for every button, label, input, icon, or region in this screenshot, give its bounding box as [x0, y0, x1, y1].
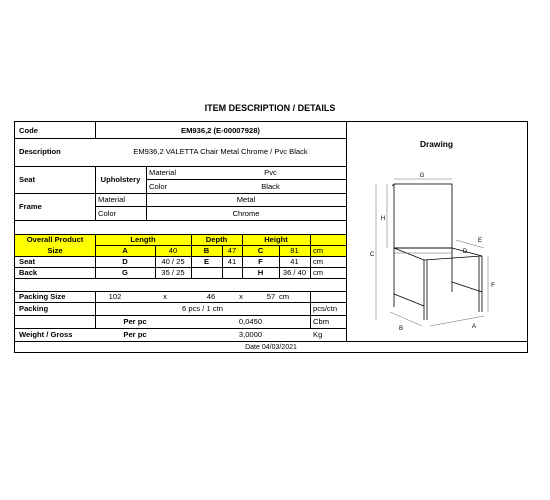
seat-material-label: Material — [149, 168, 177, 177]
drawing-label: Drawing — [419, 139, 454, 149]
depth-header: Depth — [205, 235, 228, 244]
drawing-letter-e: E — [477, 238, 483, 244]
dim-a-label: A — [122, 246, 128, 255]
seat-color-label: Color — [149, 182, 168, 191]
code-label: Code — [19, 126, 38, 135]
dim-g-value: 35 / 25 — [161, 268, 185, 277]
code-value: EM936,2 (E-00007928) — [181, 126, 260, 135]
seat-dims-unit: cm — [313, 257, 324, 266]
packing-label: Packing — [19, 304, 49, 313]
cbm-per-pc-label: Per pc — [123, 317, 147, 326]
dim-c-value: 81 — [290, 246, 299, 255]
item-details-sheet — [14, 121, 528, 353]
dim-b-value: 47 — [227, 246, 237, 255]
description-label: Description — [19, 147, 61, 156]
upholstery-label: Upholstery — [100, 175, 141, 184]
dim-h-label: H — [257, 268, 264, 277]
seat-label: Seat — [19, 175, 36, 184]
packing-size-v1: 102 — [108, 292, 122, 301]
frame-color-value: Chrome — [232, 209, 260, 218]
weight-value: 3,0000 — [238, 330, 263, 339]
weight-per-pc-label: Per pc — [123, 330, 147, 339]
drawing-letter-f: F — [491, 283, 495, 289]
seat-color-value: Black — [261, 182, 280, 191]
drawing-letter-a: A — [471, 324, 477, 330]
weight-label: Weight / Gross — [19, 330, 73, 339]
packing-size-v3: 57 — [266, 292, 276, 301]
seat-material-value: Pvc — [264, 168, 277, 177]
packing-size-x1: x — [163, 292, 167, 301]
back-dims-unit: cm — [313, 268, 324, 277]
dim-g-label: G — [122, 268, 128, 277]
dim-c-label: C — [257, 246, 264, 255]
seat-dims-label: Seat — [19, 257, 36, 266]
frame-material-label: Material — [98, 195, 126, 204]
drawing-letter-g: G — [419, 173, 425, 179]
weight-unit: Kg — [313, 330, 323, 339]
size-unit: cm — [313, 246, 324, 255]
page-title: ITEM DESCRIPTION / DETAILS — [204, 103, 336, 113]
dim-d-value: 40 / 25 — [161, 257, 185, 266]
description-value: EM936,2 VALETTA Chair Metal Chrome / Pvc Black — [133, 147, 308, 156]
dim-b-label: B — [203, 246, 210, 255]
dim-e-label: E — [203, 257, 210, 266]
cbm-value: 0,0450 — [238, 317, 263, 326]
overall-size-label-2: Size — [47, 246, 63, 255]
frame-material-value: Metal — [236, 195, 256, 204]
dim-f-label: F — [258, 257, 263, 266]
drawing-letter-d: D — [462, 249, 468, 255]
packing-size-label: Packing Size — [19, 292, 66, 301]
frame-color-label: Color — [98, 209, 117, 218]
dim-a-value: 40 — [168, 246, 178, 255]
overall-size-label-1: Overall Product — [26, 235, 84, 244]
packing-size-x2: x — [239, 292, 243, 301]
packing-value: 6 pcs / 1 ctn — [182, 304, 223, 313]
height-header: Height — [264, 235, 288, 244]
dim-d-label: D — [122, 257, 128, 266]
dim-h-value: 36 / 40 — [282, 268, 307, 277]
dim-e-value: 41 — [227, 257, 237, 266]
packing-unit: pcs/ctn — [313, 304, 338, 313]
date-label: Date 04/03/2021 — [245, 344, 297, 351]
packing-size-v2: 46 — [206, 292, 216, 301]
drawing-panel — [346, 122, 527, 341]
cbm-unit: Cbm — [313, 317, 330, 326]
packing-size-unit: cm — [279, 292, 290, 301]
length-header: Length — [130, 235, 156, 244]
drawing-letter-h: H — [380, 216, 386, 222]
chair-drawing — [346, 122, 527, 341]
dim-f-value: 41 — [290, 257, 299, 266]
back-dims-label: Back — [19, 268, 38, 277]
drawing-letter-c: C — [369, 252, 375, 258]
drawing-letter-b: B — [398, 326, 404, 332]
frame-label: Frame — [19, 202, 42, 211]
